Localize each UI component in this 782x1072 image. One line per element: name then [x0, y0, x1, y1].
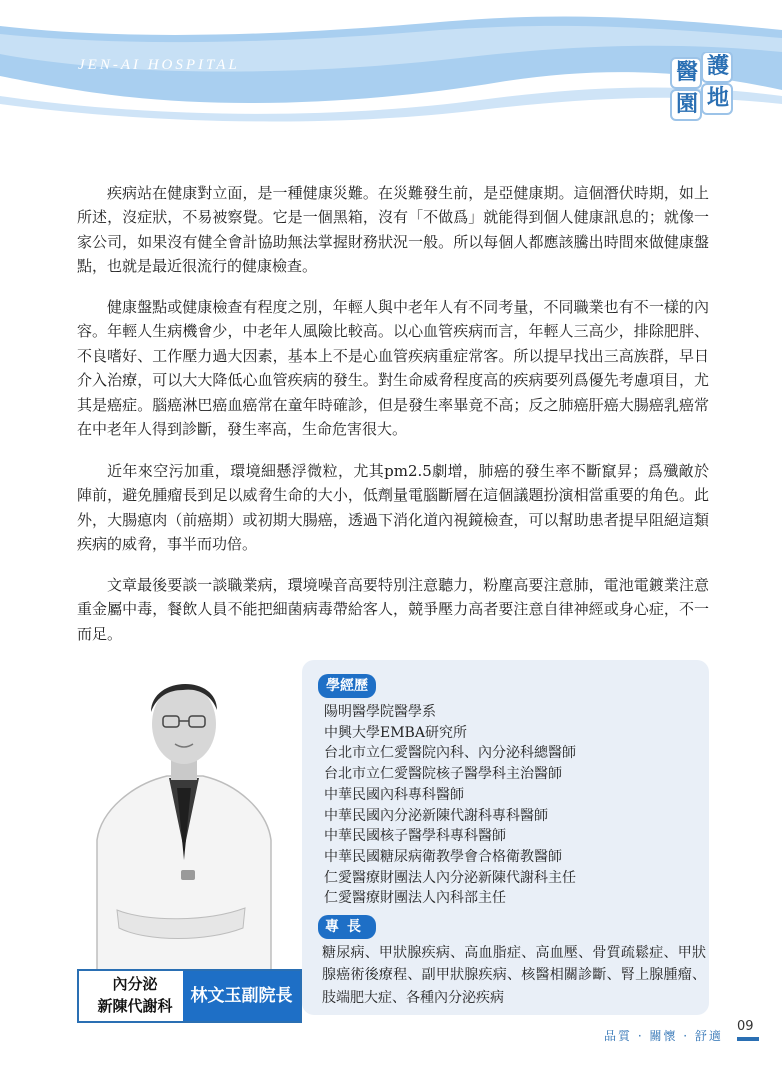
department-line-1: 內分泌 — [112, 975, 158, 993]
education-item: 仁愛醫療財團法人內分泌新陳代謝科主任 — [324, 869, 576, 886]
paragraph-1: 疾病站在健康對立面，是一種健康災難。在災難發生前，是亞健康期。這個潛伏時期，如上所述，沒症狀，不易被察覺。它是一個黑箱，沒有「不做爲」就能得到個人健康訊息的；就像一家公司，如果沒有健全會計協助無法掌握財務狀況一般。所以每個人都應該騰出時間來做健康盤點，也就是最近很流行的健康檢查。 — [77, 184, 709, 276]
education-list — [324, 702, 704, 909]
hospital-name: JEN-AI HOSPITAL — [78, 57, 240, 73]
logo-char-3: 園 — [675, 92, 698, 117]
education-item: 中華民國核子醫學科專科醫師 — [324, 828, 506, 845]
logo-char-2: 護 — [706, 54, 729, 79]
doctor-portrait — [77, 660, 289, 1010]
department-line-2: 新陳代謝科 — [97, 997, 173, 1015]
education-item: 中興大學EMBA研究所 — [324, 724, 467, 741]
doctor-name: 林文玉副院長 — [183, 971, 300, 1021]
footer-accent-bar — [737, 1037, 759, 1041]
paragraph-3: 近年來空污加重，環境細懸浮微粒，尤其pm2.5劇增，肺癌的發生率不斷竄昇；爲殲敵於陣前，避免腫瘤長到足以威脅生命的大小，低劑量電腦斷層在這個議題扮演相當重要的角色。此外，大腸瘜肉（前癌期）或初期大腸癌，透過下消化道內視鏡檢查，可以幫助患者提早阻絕這類疾病的威脅，事半而功倍。 — [77, 462, 709, 554]
footer-slogan: 品質 · 關懷 · 舒適 — [604, 1029, 723, 1043]
doctor-name-box — [77, 969, 302, 1023]
education-item: 台北市立仁愛醫院內科、內分泌科總醫師 — [324, 745, 576, 762]
page-header — [0, 0, 782, 140]
page-number: 09 — [737, 1019, 754, 1034]
logo-char-1: 醫 — [675, 60, 698, 85]
paragraph-2: 健康盤點或健康檢查有程度之別，年輕人與中老年人有不同考量，不同職業也有不一樣的內容。年輕人生病機會少，中老年人風險比較高。以心血管疾病而言，年輕人三高少，排除肥胖、不良嗜好、工作壓力過大因素，基本上不是心血管疾病重症常客。所以提早找出三高族群，早日介入治療，可以大大降低心血管疾病的發生。對生命威脅程度高的疾病要列爲優先考慮項目，尤其是癌症。腦癌淋巴癌血癌常在童年時確診，但是發生率畢竟不高；反之肺癌肝癌大腸癌乳癌常在中老年人得到診斷，發生率高，生命危害很大。 — [77, 298, 709, 439]
column-logo — [670, 52, 734, 122]
education-item: 中華民國內分泌新陳代謝科專科醫師 — [324, 807, 548, 824]
education-label: 學經歷 — [318, 674, 376, 698]
department-label — [83, 973, 187, 1017]
logo-char-4: 地 — [706, 86, 729, 111]
education-item: 中華民國內科專科醫師 — [324, 786, 464, 803]
education-item: 仁愛醫療財團法人內科部主任 — [324, 890, 506, 907]
paragraph-4: 文章最後要談一談職業病，環境噪音高要特別注意聽力，粉塵高要注意肺，電池電鍍業注意重金屬中毒，餐飲人員不能把細菌病毒帶給客人，競爭壓力高者要注意自律神經或身心症，不一而足。 — [77, 576, 709, 643]
specialty-text: 糖尿病、甲狀腺疾病、高血脂症、高血壓、骨質疏鬆症、甲狀腺癌術後療程、副甲狀腺疾病、核醫相關診斷、腎上腺腫瘤、肢端肥大症、各種內分泌疾病 — [322, 945, 706, 1006]
education-item: 陽明醫學院醫學系 — [324, 704, 436, 720]
education-item: 台北市立仁愛醫院核子醫學科主治醫師 — [324, 766, 562, 783]
specialty-label: 專長 — [318, 915, 376, 939]
education-item: 中華民國糖尿病衛教學會合格衛教醫師 — [324, 848, 562, 865]
